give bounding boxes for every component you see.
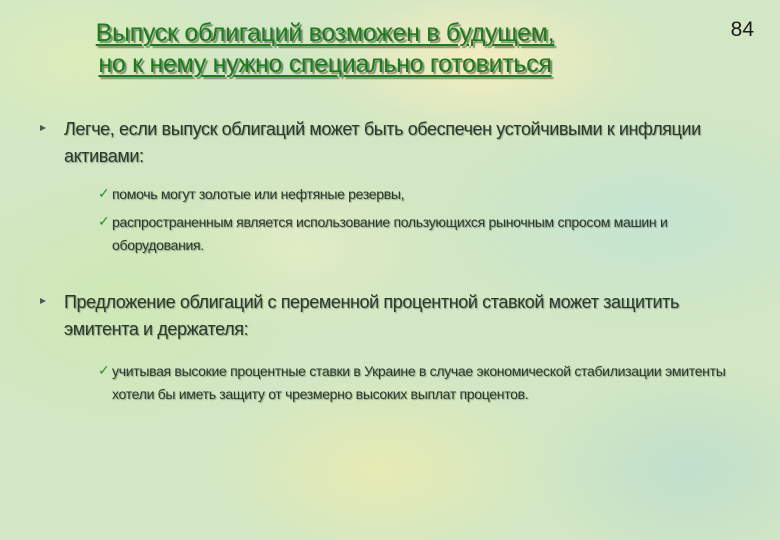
subitem-1-2 — [98, 211, 738, 257]
triangle-bullet-icon — [40, 125, 46, 131]
checkmark-icon: ✓ — [98, 213, 110, 229]
slide-title — [20, 18, 630, 80]
bullet-text: Легче, если выпуск облигаций может быть обеспечен устойчивыми к инфляции активами: — [64, 119, 701, 166]
subitem-text: помочь могут золотые или нефтяные резервы, — [112, 186, 405, 202]
bullet-item-2 — [40, 289, 740, 343]
bullet-text: Предложение облигаций с переменной процентной ставкой может защитить эмитента и держателя: — [64, 292, 679, 339]
checkmark-icon: ✓ — [98, 362, 110, 378]
subitem-text: распространенным является использование пользующихся рыночным спросом машин и оборудования. — [112, 214, 668, 253]
page-number: 84 — [730, 18, 754, 41]
subitem-text: учитывая высокие процентные ставки в Украине в случае экономической стабилизации эмитенты хотели бы иметь защиту от чрезмерно высоких выплат процентов. — [112, 363, 726, 402]
title-line-2: но к нему нужно специально готовиться — [98, 50, 552, 78]
bullet-item-1 — [40, 116, 740, 170]
checkmark-icon: ✓ — [98, 185, 110, 201]
subitem-1-1 — [98, 183, 738, 206]
triangle-bullet-icon — [40, 298, 46, 304]
subitem-2-1 — [98, 360, 738, 406]
title-line-1: Выпуск облигаций возможен в будущем, — [95, 19, 555, 47]
